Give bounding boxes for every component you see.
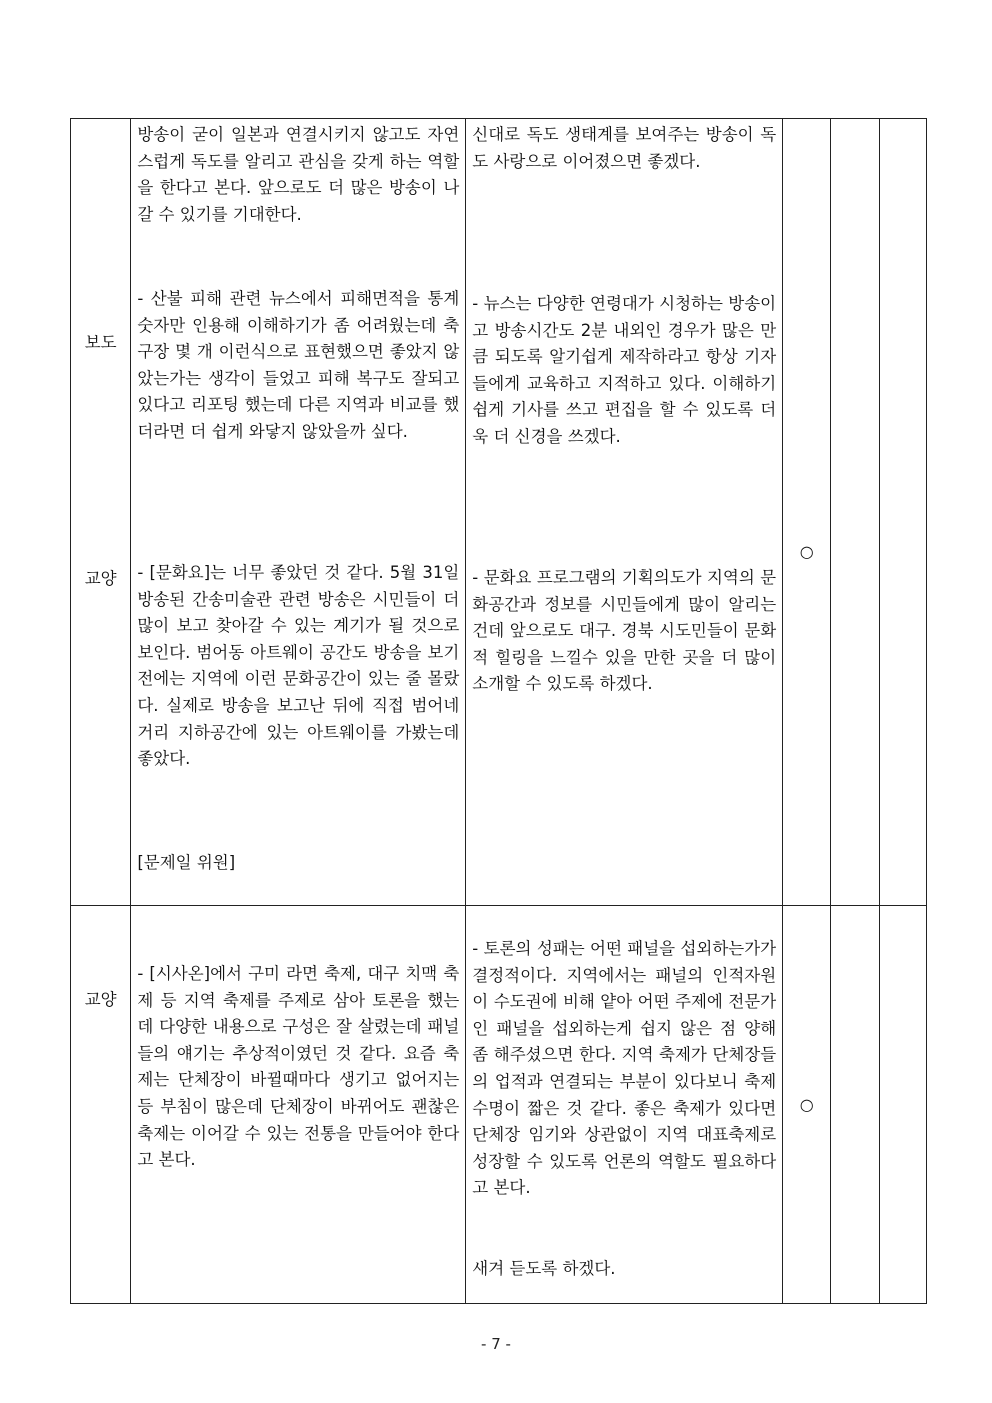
mark-cell xyxy=(783,906,831,1304)
table-row xyxy=(71,119,927,906)
opinion-cell xyxy=(131,906,466,1304)
answer-text: - 토론의 성패는 어떤 패널을 섭외하는가가 결정적이다. 지역에서는 패널의 인적자원이 수도권에 비해 얕아 어떤 주제에 전문가인 패널을 섭외하는게 쉽지 않은 점 양해 좀 해주셨으면 한다. 지역 축제가 단체장들의 업적과 연결되는 부분이 있다보니 축제 수명이 짧은 것 같다. 좋은 축제가 있다면 단체장 임기와 상관없이 지역 대표축제로 성장할 수 있도록 언론의 역할도 필요하다고 본다. xyxy=(472,939,777,1198)
check-mark: ○ xyxy=(799,542,814,561)
answer-text: 신대로 독도 생태계를 보여주는 방송이 독도 사랑으로 이어졌으면 좋겠다. xyxy=(472,125,777,171)
opinion-cell xyxy=(131,119,466,906)
category-label: 보도 xyxy=(84,333,117,352)
opinion-text: - [시사온]에서 구미 라면 축제, 대구 치맥 축제 등 지역 축제를 주제로 삼아 토론을 했는데 다양한 내용으로 구성은 잘 살렸는데 패널들의 얘기는 추상적이였던 것 같다. 요즘 축제는 단체장이 바뀔때마다 생기고 없어지는 등 부침이 많은데 단체장이 바뀌어도 괜찮은 축제는 이어갈 수 있는 전통을 만들어야 한다고 본다. xyxy=(137,964,460,1170)
table-row xyxy=(71,906,927,1304)
answer-cell xyxy=(466,119,783,906)
answer-text: 새겨 듣도록 하겠다. xyxy=(472,1259,616,1278)
category-label: 교양 xyxy=(84,569,117,588)
answer-text: - 문화요 프로그램의 기획의도가 지역의 문화공간과 정보를 시민들에게 많이 알리는 건데 앞으로도 대구. 경북 시도민들이 문화적 힐링을 느낄수 있을 만한 곳을 더 많이 소개할 수 있도록 하겠다. xyxy=(472,568,777,694)
page-number: - 7 - xyxy=(481,1335,511,1353)
review-table xyxy=(70,118,927,1304)
opinion-text: - 산불 피해 관련 뉴스에서 피해면적을 통계 숫자만 인용해 이해하기가 좀 어려웠는데 축구장 몇 개 이런식으로 표현했으면 좋았지 않았는가는 생각이 들었고 피해 복구도 잘되고 있다고 리포팅 했는데 다른 지역과 비교를 했더라면 더 쉽게 와닿지 않았을까 싶다. xyxy=(137,289,460,441)
category-label: 교양 xyxy=(84,990,117,1009)
mark-cell xyxy=(879,906,926,1304)
opinion-text: - [문화요]는 너무 좋았던 것 같다. 5월 31일 방송된 간송미술관 관련 방송은 시민들이 더 많이 보고 찾아갈 수 있는 계기가 될 것으로 보인다. 범어동 아트웨이 공간도 방송을 보기 전에는 지역에 이런 문화공간이 있는 줄 몰랐다. 실제로 방송을 보고난 뒤에 직접 범어네거리 지하공간에 있는 아트웨이를 가봤는데 좋았다. xyxy=(137,563,460,769)
mark-cell xyxy=(831,906,879,1304)
category-cell xyxy=(71,119,131,906)
category-cell xyxy=(71,906,131,1304)
answer-cell xyxy=(466,906,783,1304)
mark-cell xyxy=(879,119,926,906)
member-name: [문제일 위원] xyxy=(137,853,236,872)
opinion-text: 방송이 굳이 일본과 연결시키지 않고도 자연스럽게 독도를 알리고 관심을 갖게 하는 역할을 한다고 본다. 앞으로도 더 많은 방송이 나갈 수 있기를 기대한다. xyxy=(137,125,460,224)
mark-cell xyxy=(783,119,831,906)
mark-cell xyxy=(831,119,879,906)
check-mark: ○ xyxy=(799,1095,814,1114)
answer-text: - 뉴스는 다양한 연령대가 시청하는 방송이고 방송시간도 2분 내외인 경우가 많은 만큼 되도록 알기쉽게 제작하라고 항상 기자들에게 교육하고 지적하고 있다. 이해하기 쉽게 기사를 쓰고 편집을 할 수 있도록 더욱 더 신경을 쓰겠다. xyxy=(472,294,777,446)
